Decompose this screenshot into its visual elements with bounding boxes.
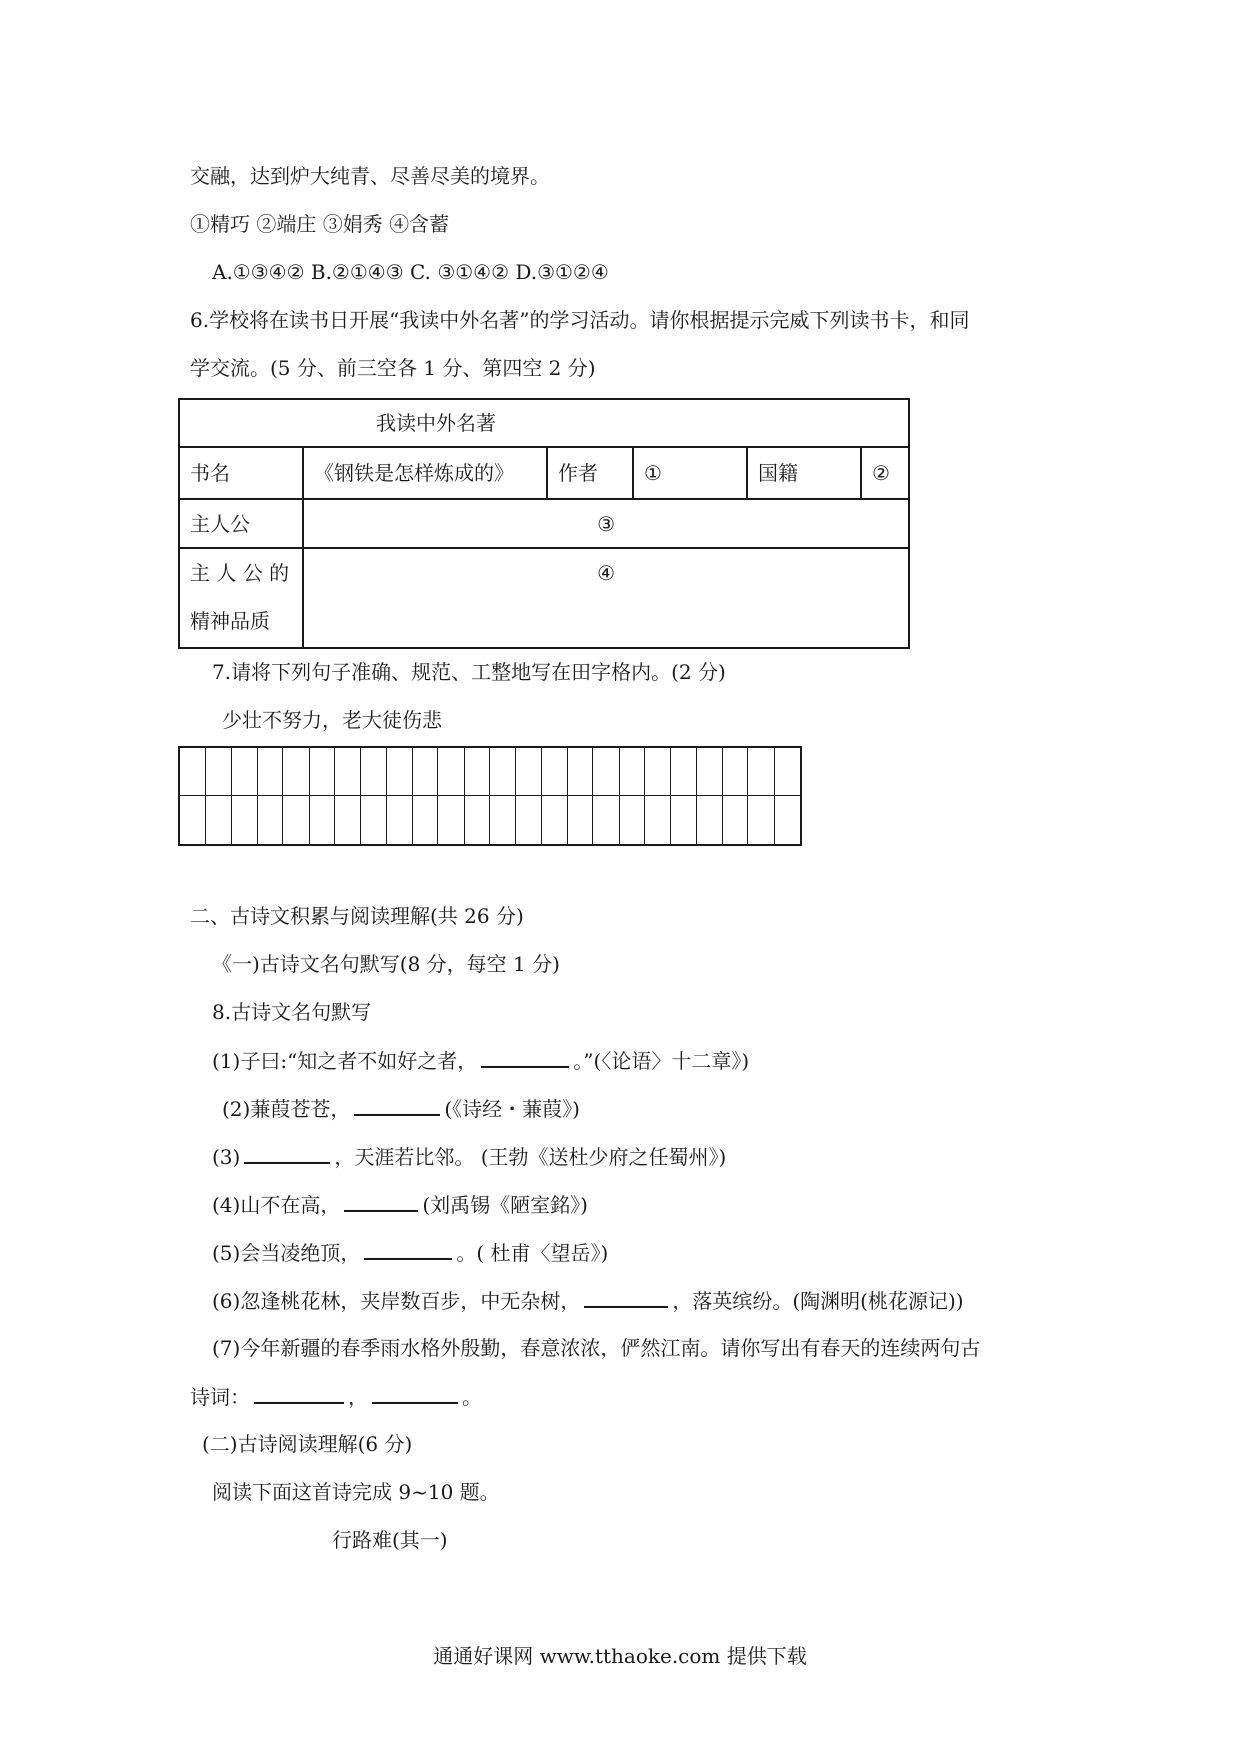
grid-cell[interactable] [593, 748, 645, 796]
grid-cell[interactable] [645, 796, 697, 844]
nationality-blank[interactable]: ② [861, 447, 909, 499]
grid-cell[interactable] [697, 796, 749, 844]
text-line: 交融，达到炉大纯青、尽善尽美的境界。 [190, 164, 550, 188]
recite-item-1-pre: (1)子曰:“知之者不如好之者， [212, 1049, 478, 1073]
recite-item-7-post: 。 [462, 1385, 482, 1409]
recite-item-6 [212, 1286, 964, 1315]
grid-cell[interactable] [593, 796, 645, 844]
grid-cell[interactable] [748, 748, 800, 796]
spirit-blank[interactable]: ④ [303, 548, 909, 648]
tianzige-grid[interactable] [178, 746, 802, 846]
grid-cell[interactable] [748, 796, 800, 844]
grid-cell[interactable] [438, 748, 490, 796]
grid-cell[interactable] [542, 796, 594, 844]
grid-cell[interactable] [232, 796, 284, 844]
recite-item-3-post: ，天涯若比邻。 (王勃《送杜少府之任蜀州》) [334, 1145, 727, 1169]
recite-item-4 [212, 1190, 588, 1219]
recite-item-3-pre: (3) [212, 1145, 241, 1169]
grid-cell[interactable] [387, 796, 439, 844]
recite-item-7-line-2 [190, 1382, 482, 1411]
recite-item-2 [222, 1094, 580, 1123]
subsection-2-heading: (二)古诗阅读理解(6 分) [202, 1432, 413, 1456]
answer-blank[interactable] [364, 1238, 452, 1260]
answer-blank[interactable] [372, 1382, 458, 1404]
answer-blank[interactable] [584, 1286, 668, 1308]
options-line: ①精巧 ②端庄 ③娟秀 ④含蓄 [190, 212, 450, 236]
author-blank[interactable]: ① [633, 447, 747, 499]
grid-cell[interactable] [335, 796, 387, 844]
grid-cell[interactable] [387, 748, 439, 796]
author-label: 作者 [547, 447, 633, 499]
recite-item-2-pre: (2)蒹葭苍苍， [222, 1097, 351, 1121]
grid-cell[interactable] [283, 748, 335, 796]
recite-item-7-mid: ， [348, 1385, 368, 1409]
answer-blank[interactable] [344, 1190, 418, 1212]
recite-item-5-post: 。( 杜甫〈望岳》) [456, 1241, 609, 1265]
hero-blank[interactable]: ③ [303, 499, 909, 548]
book-label: 书名 [179, 447, 303, 499]
recite-item-4-post: (刘禹锡《陋室銘》) [422, 1193, 588, 1217]
reading-card-table [178, 398, 910, 649]
grid-cell[interactable] [490, 748, 542, 796]
question-6-line-2: 学交流。(5 分、前三空各 1 分、第四空 2 分) [190, 356, 596, 380]
recite-item-6-post: ，落英缤纷。(陶渊明(桃花源记)) [672, 1289, 964, 1313]
nationality-label: 国籍 [747, 447, 861, 499]
recite-item-3 [212, 1142, 726, 1171]
recite-item-6-pre: (6)忽逢桃花林，夹岸数百步，中无杂树， [212, 1289, 581, 1313]
recite-item-7-line-1: (7)今年新疆的春季雨水格外殷勤，春意浓浓，俨然江南。请你写出有春天的连续两句古 [212, 1336, 981, 1360]
grid-cell[interactable] [283, 796, 335, 844]
grid-cell[interactable] [542, 748, 594, 796]
question-6-line-1: 6.学校将在读书日开展“我读中外名著”的学习活动。请你根据提示完威下列读书卡，和同 [190, 308, 970, 332]
spirit-label-line-2: 精神品质 [190, 609, 270, 633]
recite-item-1 [212, 1046, 749, 1075]
choices-line: A.①③④② B.②①④③ C. ③①④② D.③①②④ [212, 260, 609, 284]
recite-item-5-pre: (5)会当凌绝顶， [212, 1241, 361, 1265]
answer-blank[interactable] [254, 1382, 344, 1404]
grid-cell[interactable] [335, 748, 387, 796]
grid-cell[interactable] [232, 748, 284, 796]
page-footer: 通通好课网 www.tthaoke.com 提供下载 [433, 1644, 807, 1668]
spirit-label-line-1: 主 人 公 的 [190, 561, 290, 585]
grid-cell[interactable] [180, 796, 232, 844]
poem-title: 行路难(其一) [332, 1528, 448, 1552]
grid-cell[interactable] [645, 748, 697, 796]
recite-item-7-pre: 诗词： [190, 1385, 250, 1409]
spirit-label [179, 548, 303, 648]
grid-cell[interactable] [438, 796, 490, 844]
recite-item-5 [212, 1238, 608, 1267]
recite-item-1-post: 。”(〈论语〉十二章》) [573, 1049, 750, 1073]
question-8-heading: 8.古诗文名句默写 [212, 1000, 372, 1024]
section-2-heading: 二、古诗文积累与阅读理解(共 26 分) [190, 904, 524, 928]
grid-cell[interactable] [490, 796, 542, 844]
subsection-1-heading: 《一)古诗文名句默写(8 分，每空 1 分) [212, 952, 560, 976]
answer-blank[interactable] [354, 1094, 440, 1116]
answer-blank[interactable] [244, 1142, 330, 1164]
question-7-prompt: 7.请将下列句子准确、规范、工整地写在田字格内。(2 分) [212, 660, 726, 684]
reading-instruction: 阅读下面这首诗完成 9~10 题。 [212, 1480, 500, 1504]
grid-cell[interactable] [697, 748, 749, 796]
answer-blank[interactable] [481, 1046, 569, 1068]
hero-label: 主人公 [179, 499, 303, 548]
question-7-sentence: 少壮不努力，老大徒伤悲 [222, 708, 442, 732]
recite-item-2-post: (《诗经・蒹葭》) [444, 1097, 580, 1121]
card-title: 我读中外名著 [179, 399, 909, 447]
book-value: 《钢铁是怎样炼成的》 [303, 447, 547, 499]
grid-cell[interactable] [180, 748, 232, 796]
recite-item-4-pre: (4)山不在高， [212, 1193, 341, 1217]
